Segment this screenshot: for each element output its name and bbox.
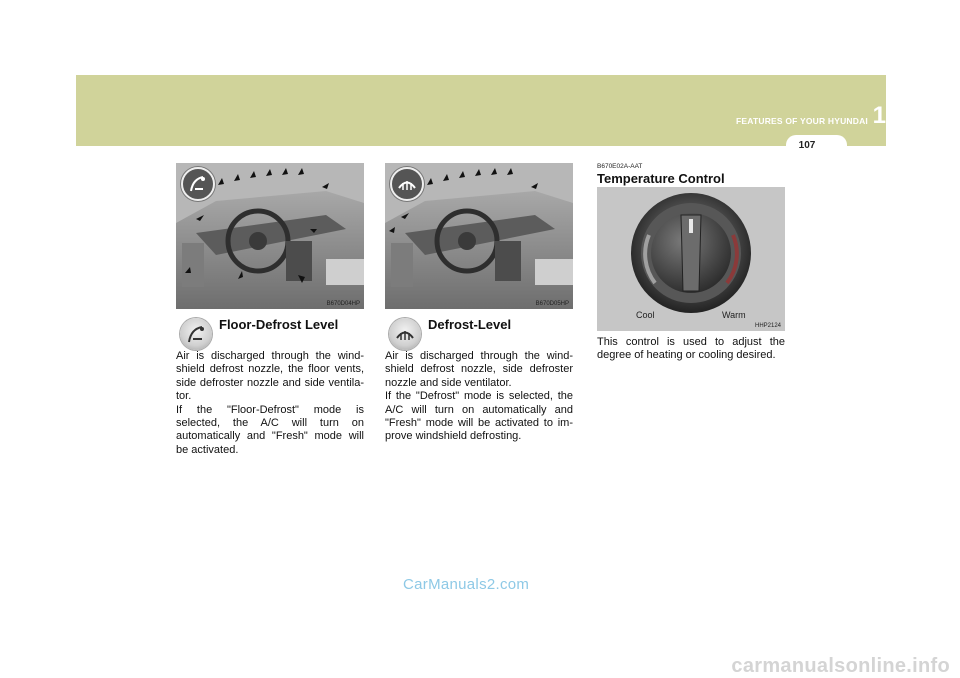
- defrost-icon: [390, 167, 424, 201]
- page-number: 107: [798, 140, 816, 151]
- chapter-header-band: [76, 75, 886, 146]
- site-watermark[interactable]: CarManuals2.com: [403, 576, 530, 593]
- floor-defrost-paragraph: If the "Floor-Defrost" mode is selected, the A/C will turn on automatically and "Fresh" mode will be activated.: [176, 403, 364, 456]
- floor-defrost-icon: [180, 318, 212, 350]
- cool-label: Cool: [636, 310, 655, 320]
- defrost-title: Defrost-Level: [428, 317, 512, 332]
- temperature-knob-illustration: [597, 187, 785, 331]
- temperature-control-title: Temperature Control: [597, 171, 725, 186]
- footer-watermark[interactable]: carmanualsonline.info: [731, 655, 950, 677]
- floor-defrost-paragraph: Air is discharged through the wind-shield defrost nozzle, the floor vents, side defroster nozzle and side ventila-tor.: [176, 350, 364, 403]
- chapter-number: 1: [872, 102, 886, 129]
- chapter-title: FEATURES OF YOUR HYUNDAI: [736, 116, 868, 126]
- floor-defrost-icon: [181, 167, 215, 201]
- figure-code: B670D05HP: [535, 301, 569, 307]
- floor-defrost-dashboard-figure: [176, 163, 364, 309]
- defrost-paragraph: Air is discharged through the wind-shield defrost nozzle, side defroster nozzle and side ventilator.: [385, 350, 573, 389]
- temperature-control-body: [597, 336, 785, 363]
- temperature-paragraph: This control is used to adjust the degree of heating or cooling desired.: [597, 336, 785, 362]
- figure-code: B670D04HP: [326, 301, 360, 307]
- warm-label: Warm: [722, 310, 746, 320]
- floor-defrost-title: Floor-Defrost Level: [219, 317, 339, 332]
- defrost-dashboard-figure: [385, 163, 573, 309]
- defrost-body: [385, 350, 573, 444]
- temperature-knob-figure: [597, 187, 785, 331]
- figure-code: HHP2124: [754, 323, 781, 329]
- floor-defrost-body: [176, 350, 364, 457]
- section-code: B670E02A-AAT: [597, 163, 643, 170]
- defrost-paragraph: If the "Defrost" mode is selected, the A/C will turn on automatically and "Fresh" mode will be activated to im-prove windshield defrosting.: [385, 390, 573, 443]
- defrost-icon: [389, 318, 421, 350]
